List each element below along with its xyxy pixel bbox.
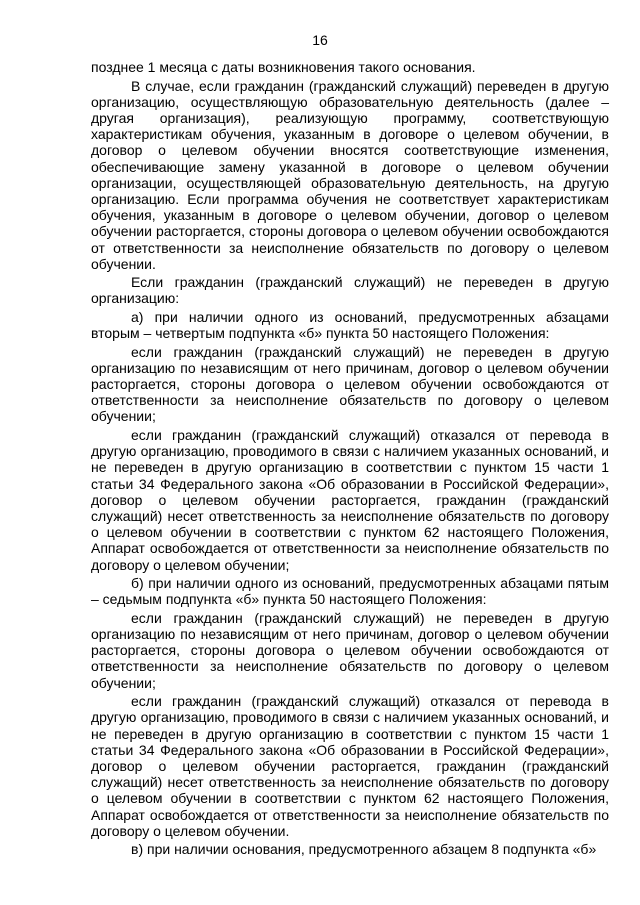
paragraph-continuation: позднее 1 месяца с даты возникновения такого основания. — [91, 59, 476, 75]
paragraph-not-transferred: Если гражданин (гражданский служащий) не переведен в другую организацию: — [91, 274, 609, 307]
page-number: 16 — [312, 32, 328, 48]
paragraph-transfer-case: В случае, если гражданин (гражданский служащий) переведен в другую организацию, осуществляющую образовательную деятельность (далее – другая организация), реализующую программу, соответствующую характеристикам обучения, указанным в договоре о целевом обучении, в договор о целевом обучении вносятся соответствующие изменения, обеспечивающие замену указанной в договоре о целевом обучении организации, осуществляющей образовательную деятельность, на другую организацию. Если программа обучения не соответствует характеристикам обучения, указанным в договоре о целевом обучении, договор о целевом обучении расторгается, стороны договора о целевом обучении освобождаются от ответственности за неисполнение обязательств по договору о целевом обучении. — [91, 77, 609, 272]
paragraph-item-b: б) при наличии одного из оснований, предусмотренных абзацами пятым – седьмым подпункта «б» пункта 50 настоящего Положения: — [91, 575, 609, 608]
paragraph-item-a-independent: если гражданин (гражданский служащий) не переведен в другую организацию по независящим от него причинам, договор о целевом обучении расторгается, стороны договора о целевом обучении освобождаются от ответственности за неисполнение обязательств по договору о целевом обучении; — [91, 343, 609, 425]
paragraph-item-b-refused: если гражданин (гражданский служащий) отказался от перевода в другую организацию, проводимого в связи с наличием указанных оснований, и не переведен в другую организацию в соответствии с пунктом 15 части 1 статьи 34 Федерального закона «Об образовании в Российской Федерации», договор о целевом обучении расторгается, гражданин (гражданский служащий) несет ответственность за неисполнение обязательств по договору о целевом обучении в соответствии с пунктом 62 настоящего Положения, Аппарат освобождается от ответственности за неисполнение обязательств по договору о целевом обучении. — [91, 693, 609, 839]
paragraph-item-b-independent: если гражданин (гражданский служащий) не переведен в другую организацию по независящим от него причинам, договор о целевом обучении расторгается, стороны договора о целевом обучении освобождаются от ответственности за неисполнение обязательств по договору о целевом обучении; — [91, 609, 609, 691]
paragraph-item-a: а) при наличии одного из оснований, предусмотренных абзацами вторым – четвертым подпункта «б» пункта 50 настоящего Положения: — [91, 308, 609, 342]
paragraph-item-c: в) при наличии основания, предусмотренного абзацем 8 подпункта «б» — [131, 841, 597, 858]
paragraph-item-a-refused: если гражданин (гражданский служащий) отказался от перевода в другую организацию, проводимого в связи с наличием указанных оснований, и не переведен в другую организацию в соответствии с пунктом 15 части 1 статьи 34 Федерального закона «Об образовании в Российской Федерации», договор о целевом обучении расторгается, гражданин (гражданский служащий) несет ответственность за неисполнение обязательств по договору о целевом обучении в соответствии с пунктом 62 настоящего Положения, Аппарат освобождается от ответственности за неисполнение обязательств по договору о целевом обучении; — [91, 426, 609, 573]
document-body — [91, 59, 609, 860]
